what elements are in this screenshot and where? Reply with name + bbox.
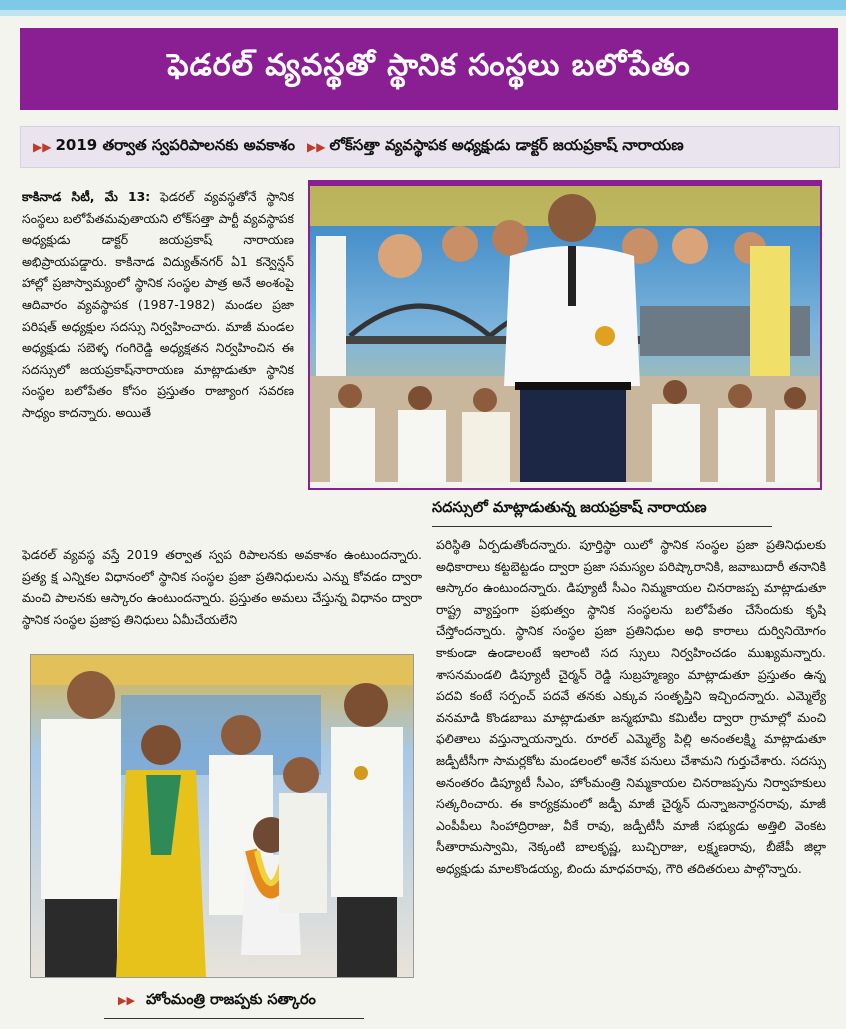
subhead-1: 2019 తర్వాత స్వపరిపాలనకు అవకాశం: [55, 136, 295, 154]
caption-rule-1: [432, 526, 772, 527]
caption-photo1-text: సదస్సులో మాట్లాడుతున్న జయప్రకాష్ నారాయణ: [432, 500, 707, 516]
top-band: [0, 0, 846, 10]
photo-felicitation: [30, 654, 414, 978]
speaker-photo-image: [310, 186, 820, 482]
arrow-icon: ▶▶: [118, 994, 135, 1007]
caption-photo2-text: హోంమంత్రి రాజప్పకు సత్కారం: [145, 992, 316, 1008]
article-text-1: ఫెడరల్ వ్యవస్థతోనే స్థానిక సంస్థలు బలోపేతమవుతాయని లోక్‌సత్తా పార్టీ వ్యవస్థాపక అధ్యక్షుడు డాక్టర్ జయప్రకాష్ నారాయణ అభిప్రాయపడ్డారు. కాకినాడ విద్యుత్‌నగర్ ఏ1 కన్వెన్షన్ హాల్లో ప్రజాస్వామ్యంలో స్థానిక సంస్థల పాత్ర అనే అంశంపై ఆదివారం వ్యవస్థాపక (1987-1982) మండల ప్రజా పరిషత్ అధ్యక్షుల సదస్సు నిర్వహించారు. మాజీ మండల అధ్యక్షుడు సబెళ్ళ గంగిరెడ్డి అధ్యక్షతన నిర్వహించిన ఈ సదస్సులో జయప్రకాష్‌నారాయణ మాట్లాడుతూ స్థానిక సంస్థల బలోపేతం కోసం ప్రస్తుతం రాజ్యాంగ సవరణ సాధ్యం కాదన్నారు. అయితే: [22, 189, 294, 420]
arrow-icon: ▶▶: [33, 140, 52, 154]
article-col1: [22, 186, 294, 542]
caption-rule-2: [104, 1018, 364, 1019]
article-text-2: పరిస్థితి ఏర్పడుతోందన్నారు. పూర్తిస్థా యిలో స్థానిక సంస్థల ప్రజా ప్రతినిధులకు అధికారాలు కట్టబెట్టడం ద్వారా ప్రజా సమస్యల పరిష్కారానికి, జవాబుదారీ తనానికి ఆస్కారం ఉంటుందన్నారు. డిప్యూటీ సీఎం నిమ్మకాయల చినరాజప్ప మాట్లాడుతూ రాష్ట్ర వ్యాప్తంగా ప్రభుత్వం స్థానిక సంస్థలను బలోపేతం చేసేందుకు కృషి చేస్తోందన్నారు. స్థానిక సంస్థల ప్రజా ప్రతినిధుల అధి కారాలు దుర్వినియోగం కాకుండా ఉండాలంటే ఇలాంటి సద స్సులు నిర్వహించడం ముఖ్యమన్నారు. శాసనమండలి డిప్యూటీ చైర్మన్ రెడ్డి సుబ్రహ్మణ్యం మాట్లాడుతూ ప్రస్తుతం ఉన్న పదవి కంటే సర్పంచ్ పదవే తనకు ఎక్కువ సంతృప్తిని ఇచ్చిందన్నారు. ఎమ్మెల్యే వనమాడి కొండబాబు మాట్లాడుతూ జన్మభూమి కమిటీల ద్వారా గ్రామాల్లో మంచి ఫలితాలు వస్తున్నాయన్నారు. రూరల్ ఎమ్మెల్యే పిల్లి అనంతలక్ష్మి మాట్లాడుతూ జడ్పీటీసీగా సామర్లకోట మండలంలో అనేక పనులు చేశామని గుర్తుచేశారు. సదస్సు అనంతరం డిప్యూటీ సీఎం, హోంమంత్రి నిమ్మకాయల చినరాజప్పను నిర్వాహకులు సత్కరించారు. ఈ కార్యక్రమంలో జడ్పీ మాజీ చైర్మన్ దున్నాజనార్దనరావు, మాజీ ఎంపీపీలు సింహాద్రిరాజు, వీకే రావు, జడ్పీటీసీ మాజీ సభ్యుడు అత్తిలి వెంకట సీతారామస్వామి, నెక్కంటి బాలకృష్ణ, బుచ్చిరాజు, లక్ష్మణరావు, బీజేపీ జిల్లా అధ్యక్షుడు మాలకొండయ్య, బిందు మాధవరావు, గౌరి తదితరులు పాల్గొన్నారు.: [436, 537, 826, 876]
arrow-icon: ▶▶: [306, 140, 326, 154]
dateline: కాకినాడ సిటీ, మే 13:: [22, 189, 151, 204]
subheads-row: [20, 126, 840, 168]
caption-photo1: [432, 500, 707, 520]
photo-speaker: [308, 180, 822, 490]
article-col2: [436, 534, 826, 1022]
subhead-2: లోక్‌సత్తా వ్యవస్థాపక అధ్యక్షుడు డాక్టర్ జయప్రకాష్ నారాయణ: [329, 136, 684, 154]
article-text-1-cont: ఫెడరల్ వ్యవస్థ వస్తే 2019 తర్వాత స్వప రిపాలనకు అవకాశం ఉంటుందన్నారు. ప్రత్య క్ష ఎన్నికల విధానంలో స్థానిక సంస్థల ప్రజా ప్రతినిధులను ఎన్ను కోవడం ద్వారా మంచి పాలనకు ఆస్కారం ఉంటుందన్నారు. ప్రస్తుతం అమలు చేస్తున్న విధానం ద్వారా స్థానిక సంస్థల ప్రజాప్ర తినిధులు ఏమీచేయలేని: [22, 547, 422, 627]
article-col1-cont: [22, 544, 422, 654]
top-band-light: [0, 10, 846, 16]
felicitation-photo-image: [31, 655, 413, 977]
caption-photo2: [118, 992, 316, 1012]
headline: ఫెడరల్ వ్యవస్థతో స్థానిక సంస్థలు బలోపేతం: [20, 28, 838, 110]
